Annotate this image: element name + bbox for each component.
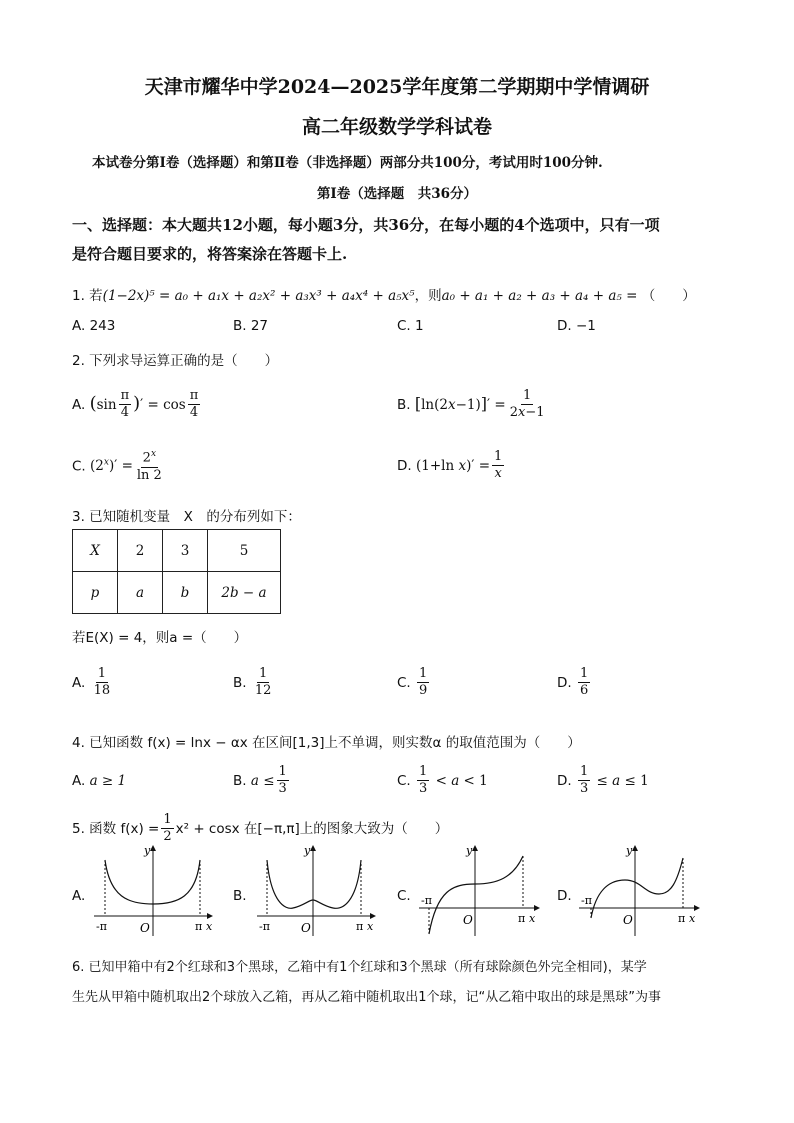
pi-label: π: [678, 912, 686, 925]
table-row: [73, 530, 281, 572]
q2-label-d: D.: [397, 457, 412, 474]
q4-option-a: [72, 773, 126, 789]
table-row: [73, 572, 281, 614]
q4-label-c: C.: [397, 772, 411, 789]
q1-paren: （ ）: [641, 288, 696, 304]
neg-pi-label: -π: [259, 920, 270, 933]
q1-option-b: B. 27: [233, 318, 269, 334]
x-label: x: [367, 920, 374, 933]
q3-option-a: [72, 667, 114, 699]
q2-option-c: C. $(2^x)'$ = $\frac{2^x}{\ln 2}$: [72, 449, 162, 483]
q2-label-c: C.: [72, 458, 86, 475]
q1-option-d: D. −1: [557, 318, 596, 334]
exam-note: 本试卷分第Ⅰ卷（选择题）和第Ⅱ卷（非选择题）两部分共100分，考试用时100分钟.: [92, 155, 603, 171]
graph-b: [251, 842, 381, 938]
q3-a-num: 1: [96, 667, 108, 683]
q3-b-den: 12: [254, 683, 272, 699]
table-cell: b: [163, 572, 208, 614]
q4-option-b: B. a ≤ $\frac{1}{3}$: [233, 764, 287, 797]
q4-label-d: D.: [557, 772, 572, 789]
table-cell: p: [73, 572, 118, 614]
q3-label-a: A.: [72, 674, 86, 691]
graph-c: [415, 842, 545, 938]
pi-label: π: [356, 920, 364, 933]
table-cell: X: [73, 530, 118, 572]
section-intro-line1: 一、选择题：本大题共12小题，每小题3分，共36分，在每小题的4个选项中，只有一项: [72, 216, 660, 234]
exam-title-line2: 高二年级数学学科试卷: [301, 116, 492, 138]
y-label: y: [626, 844, 633, 857]
origin-label: O: [463, 913, 473, 927]
q4-label-b: B.: [233, 772, 247, 789]
y-label: y: [466, 844, 473, 857]
graph-d: [575, 842, 705, 938]
question-3: 3. 已知随机变量 X 的分布列如下：: [72, 509, 301, 525]
q3-label-b: B.: [233, 674, 247, 691]
q5-label-d: D.: [557, 888, 572, 904]
section-intro-line2: 是符合题目要求的，将答案涂在答题卡上.: [72, 245, 348, 263]
table-cell: 2: [118, 530, 163, 572]
q3-option-d: [557, 667, 592, 699]
q5-label-b: B.: [233, 888, 247, 904]
question-5: 5. 函数 f(x) = $\frac{1}{2}$ x² + cosx 在[−π,π]上的图象大致为（ ）: [72, 812, 449, 845]
curve: [429, 856, 526, 934]
exam-title-line1: 天津市耀华中学2024—2025学年度第二学期期中学情调研: [144, 76, 650, 98]
question-2: 2. 下列求导运算正确的是（ ）: [72, 353, 279, 369]
origin-label: O: [301, 921, 311, 935]
table-cell: 5: [208, 530, 281, 572]
q2-option-a: A. (sin $\frac{\pi}{4}$ )′ = cos $\frac{\pi}{4}$: [72, 388, 199, 421]
q2-option-d: D. (1+ln x)′ = $\frac{1}{x}$: [397, 449, 503, 482]
neg-pi-label: -π: [421, 894, 432, 907]
pi-label: π: [195, 920, 203, 933]
neg-pi-label: -π: [581, 894, 592, 907]
y-label: y: [304, 844, 311, 857]
q1-expression-sum: a₀ + a₁ + a₂ + a₃ + a₄ + a₅ =: [441, 288, 638, 304]
q1-expression: (1−2x)⁵ = a₀ + a₁x + a₂x² + a₃x³ + a₄x⁴ + a₅x⁵: [102, 288, 415, 304]
q2-label-a: A.: [72, 396, 86, 413]
x-label: x: [689, 912, 696, 925]
q5-label-a: A.: [72, 888, 86, 904]
q3-condition: 若E(X) = 4，则a =（ ）: [72, 630, 248, 646]
part-title: 第Ⅰ卷（选择题 共36分）: [316, 186, 478, 202]
curve: [591, 858, 683, 918]
q3-option-b: [233, 667, 275, 699]
q3-c-num: 1: [417, 667, 429, 683]
q2-option-b: B. [ln(2x−1)]′ = $\frac{1}{2x-1}$: [397, 388, 545, 421]
q2-label-b: B.: [397, 396, 411, 413]
table-cell: 2b − a: [208, 572, 281, 614]
graph-a: [88, 842, 218, 938]
q5-label-c: C.: [397, 888, 411, 904]
q1-option-c: C. 1: [397, 318, 424, 334]
y-label: y: [144, 844, 151, 857]
distribution-table: [72, 529, 281, 614]
q5-stem-pre: 5. 函数 f(x) =: [72, 820, 160, 837]
q3-c-den: 9: [419, 683, 428, 699]
q3-option-c: [397, 667, 431, 699]
table-cell: 3: [163, 530, 208, 572]
question-1: [72, 284, 696, 304]
q1-mid: ，则: [414, 288, 442, 304]
origin-label: O: [623, 913, 633, 927]
table-cell: a: [118, 572, 163, 614]
q4-option-a-expr: a ≥ 1: [89, 773, 127, 789]
q4-option-c: C. $\frac{1}{3}$ < a < 1: [397, 764, 488, 797]
q4-option-d: D. $\frac{1}{3}$ ≤ a ≤ 1: [557, 764, 649, 797]
q3-d-num: 1: [578, 667, 590, 683]
q3-label-c: C.: [397, 674, 411, 691]
q3-b-num: 1: [257, 667, 269, 683]
pi-label: π: [518, 912, 526, 925]
question-6-line1: 6. 已知甲箱中有2个红球和3个黑球，乙箱中有1个红球和3个黑球（所有球除颜色外完全相同)，某学: [72, 960, 647, 975]
question-4: 4. 已知函数 f(x) = lnx − αx 在区间[1,3]上不单调，则实数α 的取值范围为（ ）: [72, 735, 581, 751]
q1-option-a: A. 243: [72, 318, 116, 334]
origin-label: O: [140, 921, 150, 935]
question-6-line2: 生先从甲箱中随机取出2个球放入乙箱，再从乙箱中随机取出1个球，记“从乙箱中取出的球是黑球”为事: [72, 990, 662, 1005]
curve: [267, 860, 361, 908]
q3-a-den: 18: [93, 683, 111, 699]
q3-label-d: D.: [557, 674, 572, 691]
q5-stem-post: x² + cosx 在[−π,π]上的图象大致为（ ）: [175, 820, 449, 837]
x-label: x: [206, 920, 213, 933]
q3-d-den: 6: [579, 683, 589, 699]
q4-label-a: A.: [72, 773, 86, 789]
q1-number: 1. 若: [72, 288, 103, 304]
neg-pi-label: -π: [96, 920, 107, 933]
x-label: x: [529, 912, 536, 925]
